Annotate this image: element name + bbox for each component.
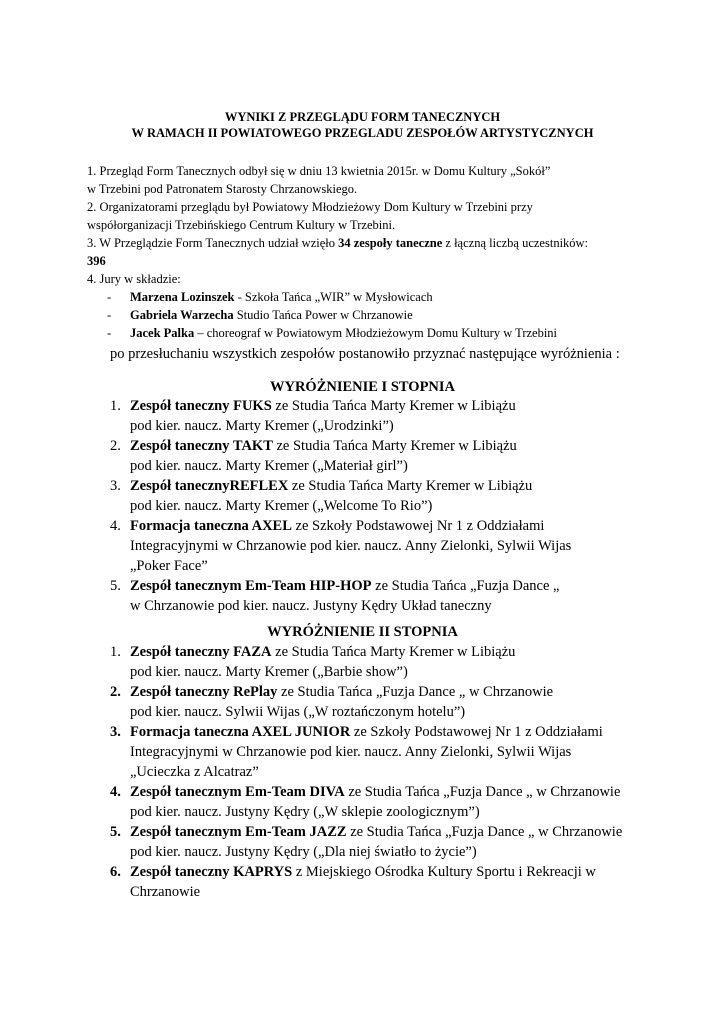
document-title-line2: W RAMACH II POWIATOWEGO PRZEGLADU ZESPOŁÓW ARTYSTYCZNYCH — [131, 126, 594, 140]
award-rest: z Miejskiego Ośrodka Kultury Sportu i Rekreacji w — [292, 864, 596, 880]
info-paragraphs — [87, 162, 707, 288]
info-p3 — [87, 234, 707, 252]
award-line2: Integracyjnymi w Chrzanowie pod kier. naucz. Anny Zielonki, Sylwii Wijas — [130, 538, 572, 554]
award-number: 1. — [110, 644, 121, 660]
award-item — [110, 822, 710, 862]
award-number: 5. — [110, 578, 121, 594]
award-line2: w Chrzanowie pod kier. naucz. Justyny Kędry Układ taneczny — [130, 598, 492, 614]
award-team: Zespół taneczny FAZA — [130, 644, 272, 660]
award-rest: ze Szkoły Podstawowej Nr 1 z Oddziałami — [291, 518, 545, 534]
award-item — [110, 722, 710, 782]
award-line1 — [130, 722, 710, 742]
award-line1 — [130, 642, 710, 662]
award-team: Zespół tanecznym Em-Team HIP-HOP — [130, 578, 372, 594]
document-title-line1: WYNIKI Z PRZEGLĄDU FORM TANECZNYCH — [224, 110, 501, 124]
award-line3: „Ucieczka z Alcatraz” — [130, 764, 259, 780]
section2-award-list — [110, 642, 710, 902]
award-team: Zespół taneczny RePlay — [130, 684, 278, 700]
jury-dash: - — [107, 290, 112, 304]
award-number: 6. — [110, 864, 121, 880]
award-item — [110, 576, 710, 616]
award-rest: ze Studia Tańca Marty Kremer w Libiążu — [288, 478, 533, 494]
jury-dash: - — [107, 326, 112, 340]
award-line3: „Poker Face” — [130, 558, 208, 574]
award-number: 3. — [110, 724, 121, 740]
award-rest: ze Studia Tańca Marty Kremer w Libiążu — [272, 438, 517, 454]
award-item — [110, 436, 710, 476]
award-line2: Integracyjnymi w Chrzanowie pod kier. naucz. Anny Zielonki, Sylwii Wijas — [130, 744, 572, 760]
jury-dash: - — [107, 308, 112, 322]
section2-heading: WYRÓŻNIENIE II STOPNIA — [267, 624, 458, 640]
award-rest: ze Studia Tańca „Fuzja Dance „ — [371, 578, 560, 594]
award-rest: ze Studia Tańca „Fuzja Dance „ w Chrzanowie — [344, 784, 621, 800]
award-number: 1. — [110, 398, 121, 414]
team-count: 34 zespoły taneczne — [338, 236, 443, 250]
award-item — [110, 516, 710, 576]
jury-list — [87, 288, 707, 342]
award-rest: ze Studia Tańca Marty Kremer w Libiążu — [271, 398, 516, 414]
award-team: Zespół taneczny KAPRYS — [130, 864, 293, 880]
jury-member-desc: Studio Tańca Power w Chrzanowie — [233, 308, 413, 322]
jury-member — [87, 288, 707, 306]
award-line2: pod kier. naucz. Marty Kremer („Materiał girl”) — [130, 458, 408, 474]
award-team: Formacja taneczna AXEL JUNIOR — [130, 724, 351, 740]
award-line2: pod kier. naucz. Marty Kremer („Welcome To Rio”) — [130, 498, 433, 514]
award-line2: pod kier. naucz. Sylwii Wijas („W roztańczonym hotelu”) — [130, 704, 466, 720]
jury-member-desc: – choreograf w Powiatowym Młodzieżowym Domu Kultury w Trzebini — [194, 326, 558, 340]
jury-member-desc: - Szkoła Tańca „WIR” w Mysłowicach — [234, 290, 433, 304]
award-number: 3. — [110, 478, 121, 494]
info-p2-line2: współorganizacji Trzebińskiego Centrum Kultury w Trzebini. — [87, 218, 396, 232]
award-line1 — [130, 516, 710, 536]
award-team: Formacja taneczna AXEL — [130, 518, 292, 534]
jury-member-name: Marzena Lozinszek — [130, 290, 235, 304]
info-p1-line1: 1. Przegląd Form Tanecznych odbył się w dniu 13 kwietnia 2015r. w Domu Kultury „Sokół” — [87, 164, 551, 178]
award-number: 4. — [110, 518, 121, 534]
award-rest: ze Studia Tańca „Fuzja Dance „ w Chrzanowie — [277, 684, 554, 700]
award-line1 — [130, 436, 710, 456]
award-line2: pod kier. naucz. Justyny Kędry („W sklepie zoologicznym”) — [130, 804, 480, 820]
section1-award-list — [110, 396, 710, 616]
info-p1-line2: w Trzebini pod Patronatem Starosty Chrzanowskiego. — [87, 182, 358, 196]
award-line1 — [130, 476, 710, 496]
award-item — [110, 682, 710, 722]
award-line1 — [130, 576, 710, 596]
info-p3-participants — [87, 252, 707, 270]
section1-heading: WYRÓŻNIENIE I STOPNIA — [269, 379, 456, 395]
award-line1 — [130, 862, 710, 882]
award-item — [110, 396, 710, 436]
info-p3-post: z łączną liczbą uczestników: — [442, 236, 589, 250]
award-line1 — [130, 782, 710, 802]
award-team: Zespół taneczny TAKT — [130, 438, 273, 454]
participant-count: 396 — [87, 254, 106, 268]
info-p4: 4. Jury w składzie: — [87, 272, 181, 286]
award-team: Zespół tanecznym Em-Team JAZZ — [130, 824, 347, 840]
award-team: Zespół taneczny FUKS — [130, 398, 272, 414]
intro-text: po przesłuchaniu wszystkich zespołów postanowiło przyznać następujące wyróżnienia : — [110, 346, 620, 362]
award-number: 2. — [110, 438, 121, 454]
award-rest: ze Szkoły Podstawowej Nr 1 z Oddziałami — [350, 724, 603, 740]
award-team: Zespół tanecznyREFLEX — [130, 478, 289, 494]
info-p3-pre: 3. W Przeglądzie Form Tanecznych udział wzięło — [87, 236, 339, 250]
award-item — [110, 642, 710, 682]
award-rest: ze Studia Tańca Marty Kremer w Libiążu — [271, 644, 516, 660]
award-line2: pod kier. naucz. Justyny Kędry („Dla niej światło to życie”) — [130, 844, 477, 860]
award-line2: pod kier. naucz. Marty Kremer („Barbie show”) — [130, 664, 408, 680]
award-rest: ze Studia Tańca „Fuzja Dance „ w Chrzanowie — [346, 824, 623, 840]
award-item — [110, 782, 710, 822]
award-line1 — [130, 822, 710, 842]
award-item — [110, 862, 710, 902]
award-number: 4. — [110, 784, 121, 800]
info-p2-line1: 2. Organizatorami przeglądu był Powiatowy Młodzieżowy Dom Kultury w Trzebini przy — [87, 200, 533, 214]
award-line1 — [130, 396, 710, 416]
award-number: 5. — [110, 824, 121, 840]
jury-member — [87, 324, 707, 342]
jury-member-name: Gabriela Warzecha — [130, 308, 234, 322]
jury-member-name: Jacek Palka — [130, 326, 195, 340]
award-team: Zespół tanecznym Em-Team DIVA — [130, 784, 345, 800]
jury-member — [87, 306, 707, 324]
award-line2: Chrzanowie — [130, 884, 201, 900]
award-line1 — [130, 682, 710, 702]
award-item — [110, 476, 710, 516]
award-number: 2. — [110, 684, 121, 700]
award-line2: pod kier. naucz. Marty Kremer („Urodzinki”) — [130, 418, 394, 434]
